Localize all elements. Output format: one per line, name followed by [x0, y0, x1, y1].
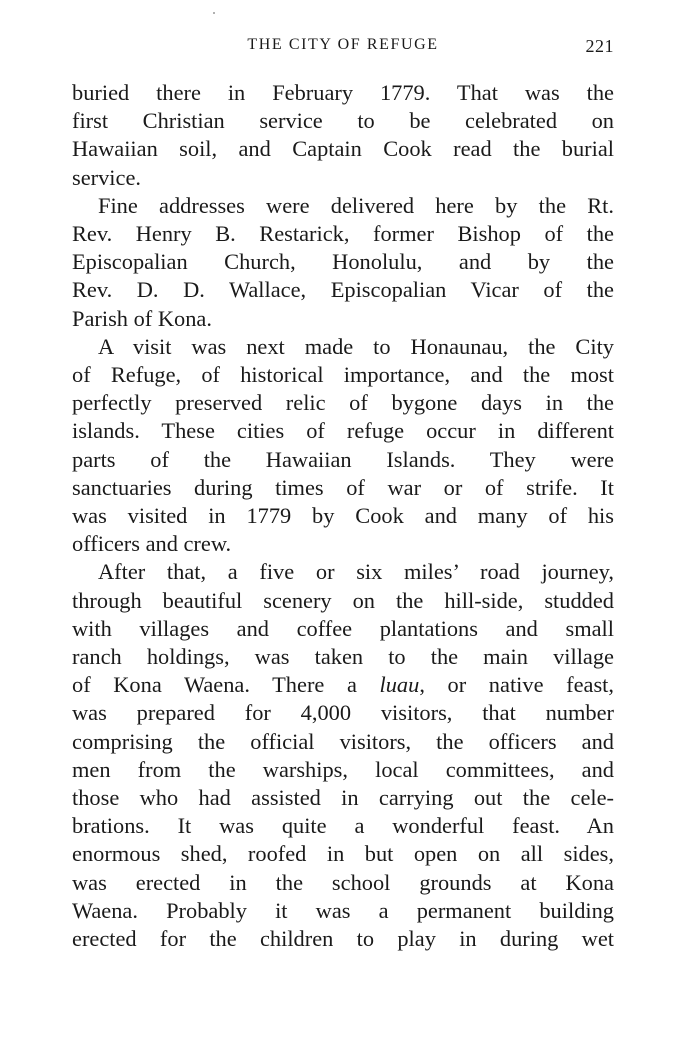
text-line: of Refuge, of historical importance, and the most [72, 362, 614, 388]
text-line: Parish of Kona. [72, 305, 212, 331]
paragraph [72, 79, 614, 192]
text-line: Fine addresses were delivered here by the Rt. [98, 192, 614, 218]
text-line: officers and crew. [72, 531, 232, 557]
text-line: first Christian service to be celebrated on [72, 108, 614, 134]
text-segment: of Kona Waena. There a [72, 672, 380, 698]
paragraph [72, 333, 614, 559]
body-text [72, 79, 614, 953]
text-line: those who had assisted in carrying out the cele- [72, 785, 614, 811]
text-line: enormous shed, roofed in but open on all sides, [72, 841, 614, 867]
text-line: Episcopalian Church, Honolulu, and by the [72, 249, 614, 275]
text-line: parts of the Hawaiian Islands. They were [72, 446, 614, 472]
text-line [72, 671, 614, 699]
italic-word: luau [379, 672, 420, 698]
paragraph [72, 558, 614, 953]
text-segment: , or native feast, [419, 672, 614, 698]
page-header [72, 30, 614, 70]
text-line: through beautiful scenery on the hill-side, studded [72, 587, 614, 613]
text-line: men from the warships, local committees, and [72, 756, 614, 782]
text-line: with villages and coffee plantations and small [72, 615, 614, 641]
text-line: After that, a five or six miles’ road journey, [98, 559, 614, 585]
running-head: THE CITY OF REFUGE [247, 36, 439, 53]
text-line: islands. These cities of refuge occur in different [72, 418, 614, 444]
text-line: comprising the official visitors, the officers and [72, 728, 614, 754]
book-page [72, 30, 614, 953]
text-line: ranch holdings, was taken to the main village [72, 644, 614, 670]
text-line: brations. It was quite a wonderful feast. An [72, 813, 614, 839]
text-line: buried there in February 1779. That was the [72, 80, 614, 105]
text-line: Rev. D. D. Wallace, Episcopalian Vicar of the [72, 277, 614, 303]
text-line: service. [72, 164, 141, 190]
text-line: Rev. Henry B. Restarick, former Bishop of the [72, 221, 614, 247]
text-line: was erected in the school grounds at Kona [72, 869, 614, 895]
text-line: sanctuaries during times of war or of strife. It [72, 474, 614, 500]
scan-speck [213, 12, 215, 14]
text-line: was visited in 1779 by Cook and many of his [72, 503, 614, 529]
text-line: erected for the children to play in during wet [72, 926, 614, 952]
text-line: Waena. Probably it was a permanent building [72, 897, 614, 923]
text-line: perfectly preserved relic of bygone days in the [72, 390, 614, 416]
text-line: was prepared for 4,000 visitors, that number [72, 700, 614, 726]
text-line: A visit was next made to Honaunau, the City [98, 333, 614, 359]
paragraph [72, 192, 614, 333]
page-number: 221 [585, 36, 614, 56]
text-line: Hawaiian soil, and Captain Cook read the burial [72, 136, 614, 162]
